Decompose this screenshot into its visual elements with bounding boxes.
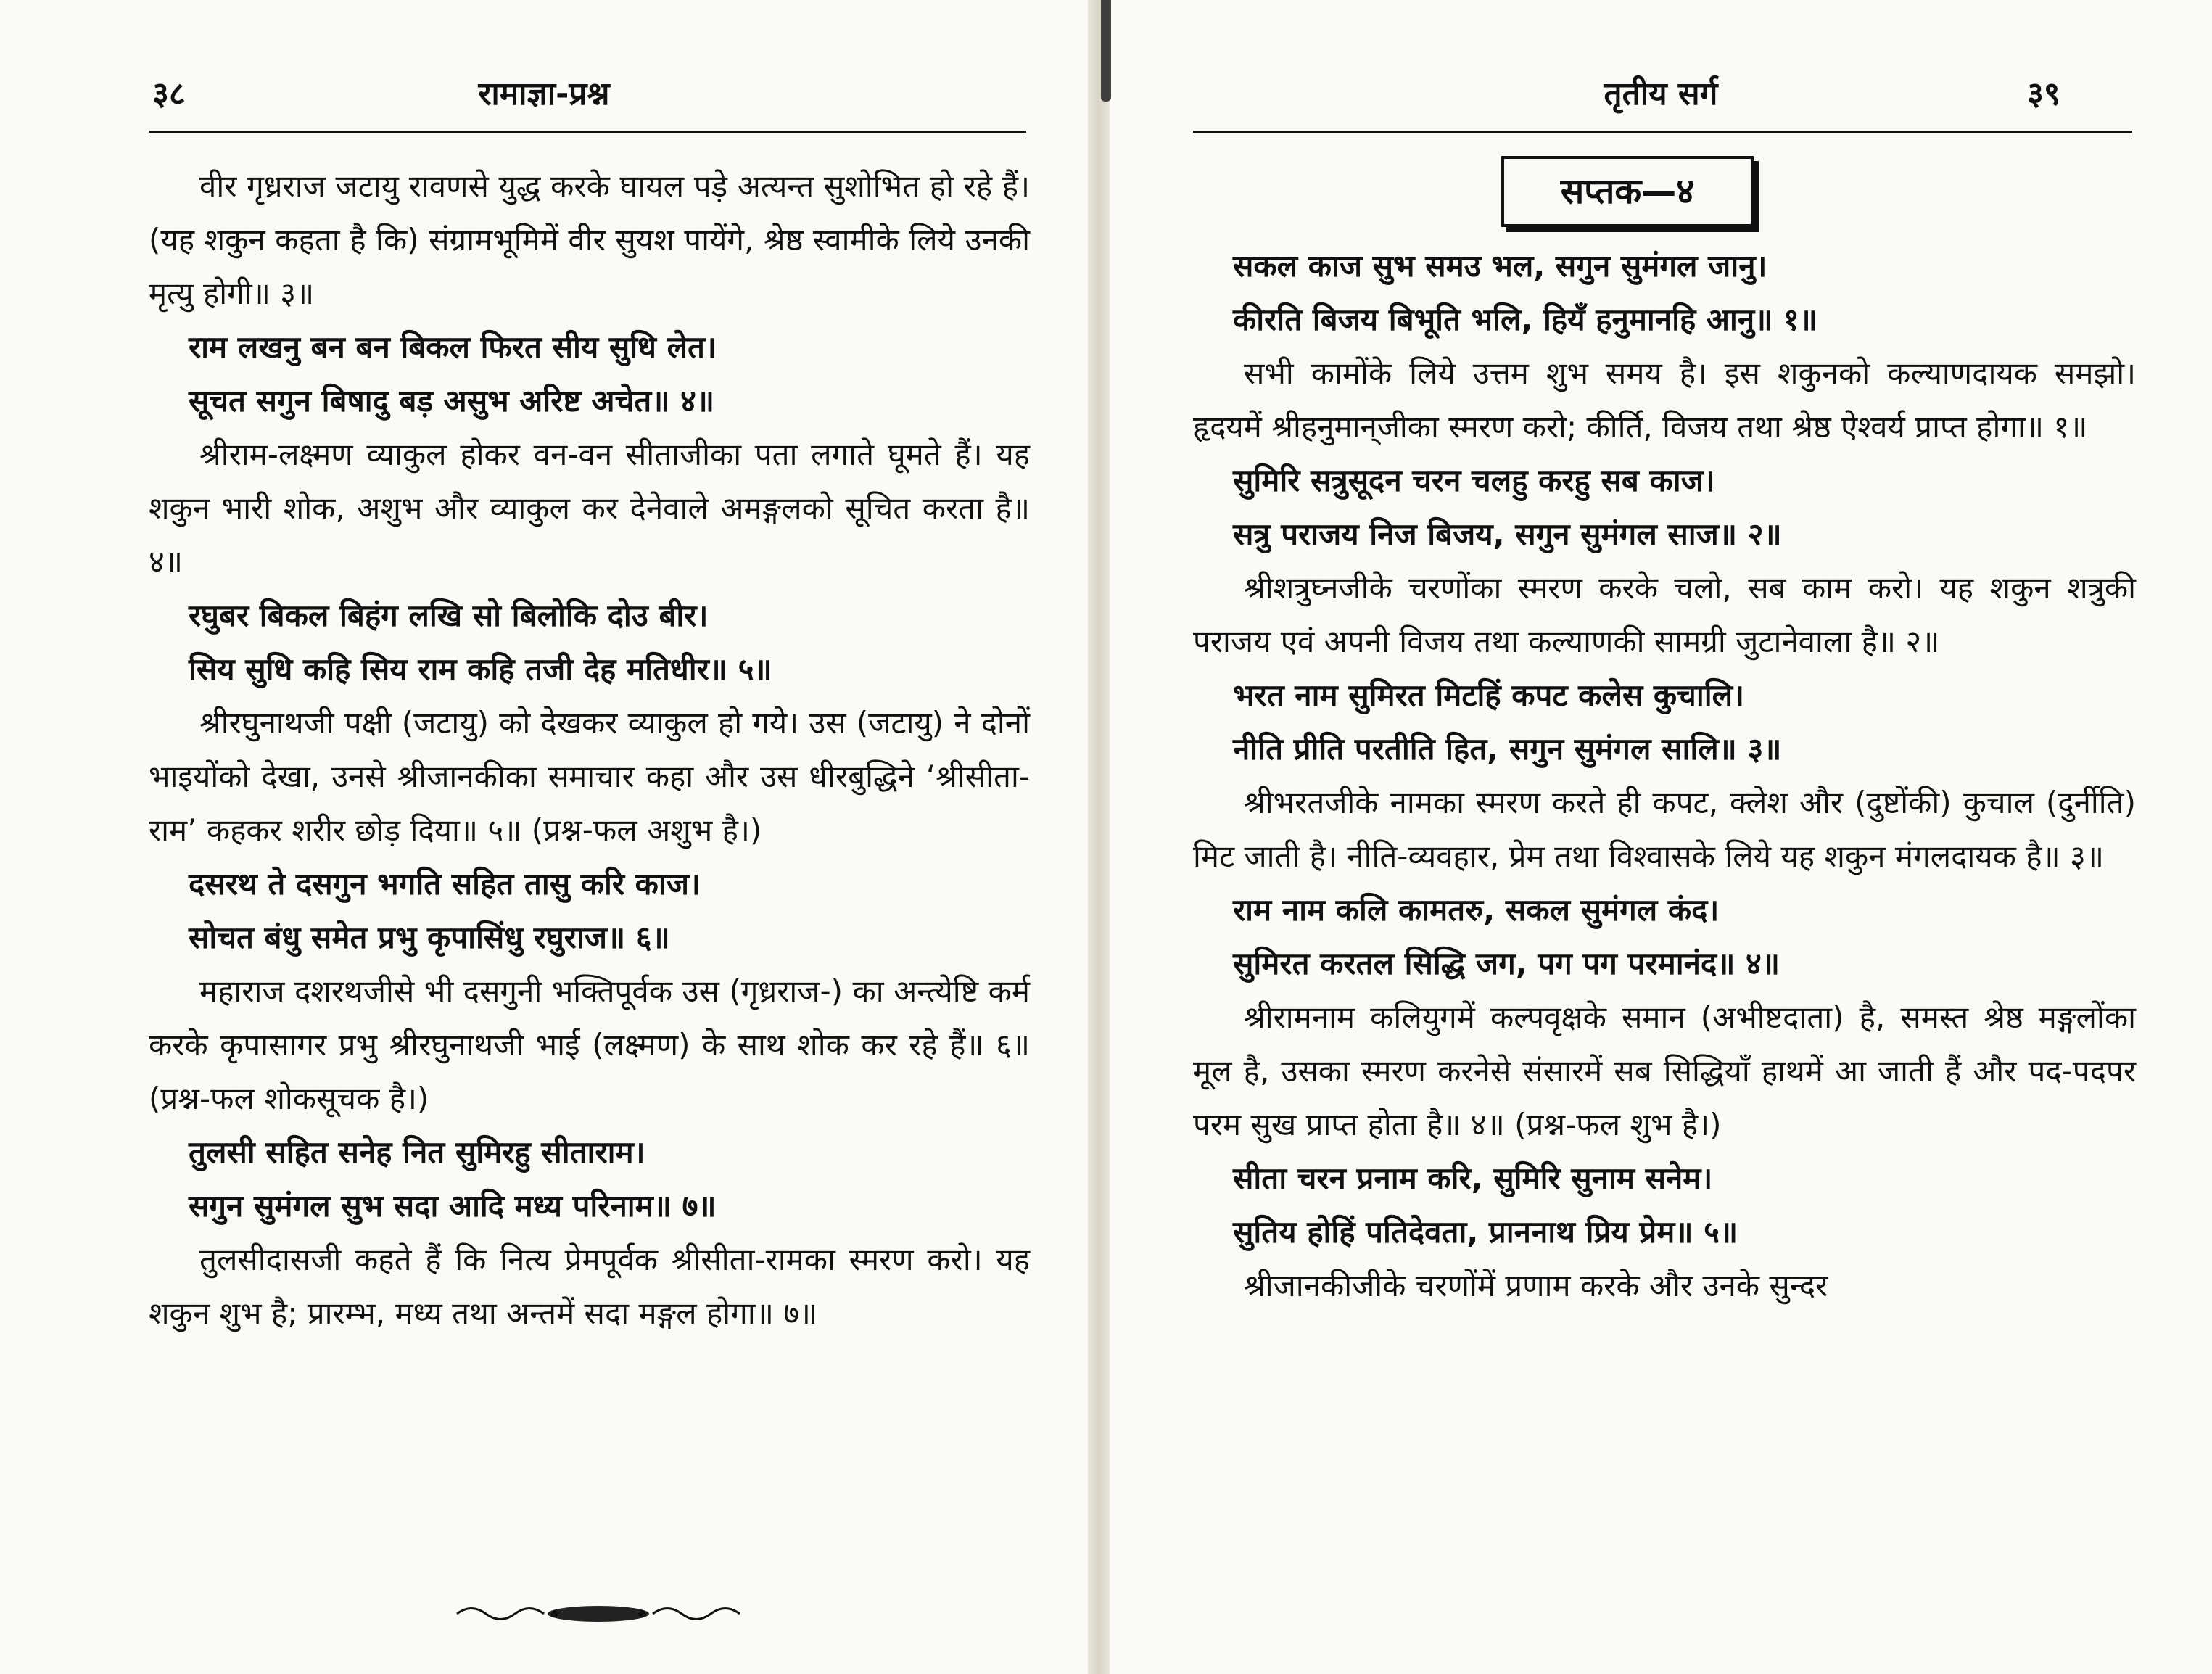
verse-line: राम लखनु बन बन बिकल फिरत सीय सुधि लेत। [189,329,717,365]
verse-line: रघुबर बिकल बिहंग लखि सो बिलोकि दोउ बीर। [189,598,709,633]
verse-line: राम नाम कलि कामतरु, सकल सुमंगल कंद। [1233,892,1720,928]
verse-line: सुमिरि सत्रुसूदन चरन चलहु करहु सब काज। [1233,463,1715,498]
verse-line: सुमिरत करतल सिद्धि जग, पग पग परमानंद॥ ४॥ [1233,946,1780,981]
book-gutter [1088,0,1110,1674]
prose-paragraph: श्रीभरतजीके नामका स्मरण करते ही कपट, क्लेश और (दुष्टोंकी) कुचाल (दुर्नीति) मिट जाती है। नीति-व्यवहार, प्रेम तथा विश्वासके लिये यह शकुन मंगलदायक है॥ ३॥ [1193,785,2136,874]
left-page [0,0,1088,1674]
prose-paragraph: श्रीराम-लक्ष्मण व्याकुल होकर वन-वन सीताजीका पता लगाते घूमते हैं। यह शकुन भारी शोक, अशुभ और व्याकुल कर देनेवाले अमङ्गलको सूचित करता है॥ ४॥ [149,437,1030,580]
verse-line: सुतिय होहिं पतिदेवता, प्राननाथ प्रिय प्रेम॥ ५॥ [1233,1214,1738,1250]
prose-paragraph: वीर गृध्रराज जटायु रावणसे युद्ध करके घायल पड़े अत्यन्त सुशोभित हो रहे हैं। (यह शकुन कहता है कि) संग्रामभूमिमें वीर सुयश पायेंगे, श्रेष्ठ स्वामीके लिये उनकी मृत्यु होगी॥ ३॥ [149,168,1030,311]
page-body [1193,239,2136,1313]
running-title: रामाज्ञा-प्रश्न [478,75,610,112]
running-title: तृतीय सर्ग [1604,75,1718,112]
verse-line: सकल काज सुभ समउ भल, सगुन सुमंगल जानु। [1233,248,1767,284]
page-body [149,160,1030,1340]
prose-paragraph: तुलसीदासजी कहते हैं कि नित्य प्रेमपूर्वक श्रीसीता-रामका स्मरण करो। यह शकुन शुभ है; प्रारम्भ, मध्य तथा अन्तमें सदा मङ्गल होगा॥ ७॥ [149,1242,1030,1331]
prose-paragraph: श्रीरामनाम कलियुगमें कल्पवृक्षके समान (अभीष्टदाता) है, समस्त श्रेष्ठ मङ्गलोंका मूल है, उसका स्मरण करनेसे संसारमें सब सिद्धियाँ हाथमें आ जाती हैं और पद-पदपर परम सुख प्राप्त होता है॥ ४॥ (प्रश्न-फल शुभ है।) [1193,999,2136,1142]
verse-line: सीता चरन प्रनाम करि, सुमिरि सुनाम सनेम। [1233,1160,1713,1196]
section-title-box: सप्तक—४ [1501,156,1754,227]
page-number: ३८ [152,75,186,112]
verse-line: सिय सुधि कहि सिय राम कहि तजी देह मतिधीर॥ ५॥ [189,651,772,687]
verse-line: सत्रु पराजय निज बिजय, सगुन सुमंगल साज॥ २॥ [1233,516,1782,552]
verse-line: कीरति बिजय बिभूति भलि, हियँ हनुमानहि आनु॥ १॥ [1233,302,1817,337]
verse-line: सगुन सुमंगल सुभ सदा आदि मध्य परिनाम॥ ७॥ [189,1188,717,1224]
verse-line: तुलसी सहित सनेह नित सुमिरहु सीताराम। [189,1134,645,1170]
end-ornament [453,1599,743,1628]
verse-line: भरत नाम सुमिरत मिटहिं कपट कलेस कुचालि। [1233,677,1745,713]
prose-paragraph: श्रीजानकीजीके चरणोंमें प्रणाम करके और उनके सुन्दर [1244,1268,1828,1303]
prose-paragraph: श्रीशत्रुघ्नजीके चरणोंका स्मरण करके चलो, सब काम करो। यह शकुन शत्रुकी पराजय एवं अपनी विजय तथा कल्याणकी सामग्री जुटानेवाला है॥ २॥ [1193,570,2136,659]
verse-line: दसरथ ते दसगुन भगति सहित तासु करि काज। [189,866,701,902]
verse-line: सूचत सगुन बिषादु बड़ असुभ अरिष्ट अचेत॥ ४॥ [189,383,715,418]
page-number: ३९ [2027,75,2060,112]
prose-paragraph: श्रीरघुनाथजी पक्षी (जटायु) को देखकर व्याकुल हो गये। उस (जटायु) ने दोनों भाइयोंको देखा, उनसे श्रीजानकीका समाचार कहा और उस धीरबुद्धिने ‘श्रीसीता-राम’ कहकर शरीर छोड़ दिया॥ ५॥ (प्रश्न-फल अशुभ है।) [149,705,1030,848]
header-rule [1193,131,2132,139]
verse-line: सोचत बंधु समेत प्रभु कृपासिंधु रघुराज॥ ६॥ [189,920,670,955]
verse-line: नीति प्रीति परतीति हित, सगुन सुमंगल सालि॥ ३॥ [1233,731,1782,767]
prose-paragraph: महाराज दशरथजीसे भी दसगुनी भक्तिपूर्वक उस (गृध्रराज-) का अन्त्येष्टि कर्म करके कृपासागर प्रभु श्रीरघुनाथजी भाई (लक्ष्मण) के साथ शोक कर रहे हैं॥ ६॥ (प्रश्न-फल शोकसूचक है।) [149,973,1030,1116]
header-rule [149,131,1026,139]
prose-paragraph: सभी कामोंके लिये उत्तम शुभ समय है। इस शकुनको कल्याणदायक समझो। हृदयमें श्रीहनुमान्‌जीका स्मरण करो; कीर्ति, विजय तथा श्रेष्ठ ऐश्वर्य प्राप्त होगा॥ १॥ [1193,355,2136,445]
right-page [1110,0,2212,1674]
